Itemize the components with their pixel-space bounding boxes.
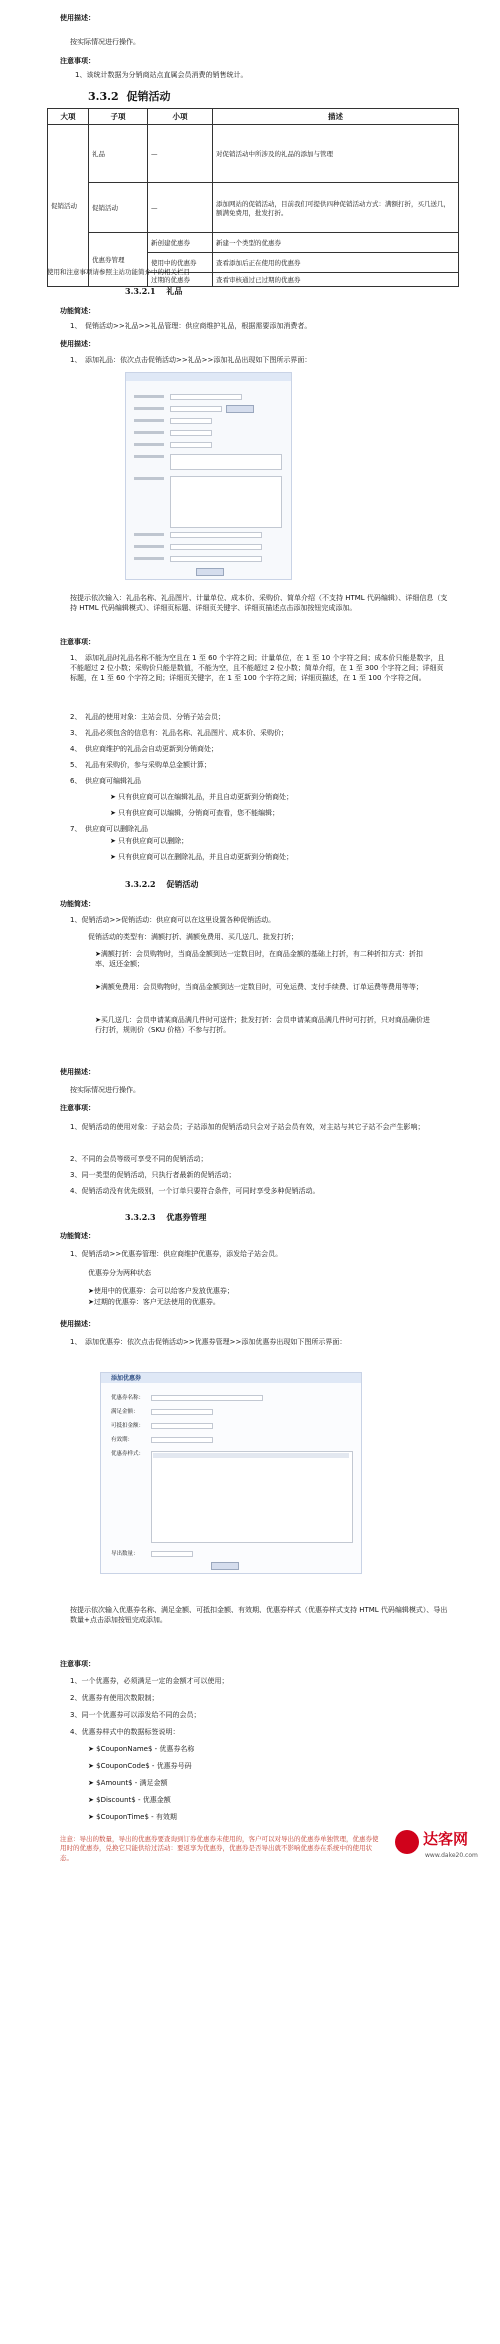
cell-desc: 查看添加后正在使用的优惠券	[213, 253, 459, 273]
usage-label: 使用描述：	[60, 1320, 95, 1328]
cell-desc: 查看审核通过已过期的优惠券	[213, 273, 459, 287]
func-item: 1、促销活动>>促销活动：供应商可以在这里设置各种促销活动。	[70, 916, 276, 924]
coupon-tag-4: ➤ $Discount$ - 优惠金额	[88, 1796, 171, 1804]
subsection-number: 3.3.2.1	[125, 286, 156, 296]
coupon-tag-3: ➤ $Amount$ - 满足金额	[88, 1779, 168, 1787]
cell-minor: —	[148, 183, 213, 233]
func-label: 功能简述：	[60, 1232, 95, 1240]
brand-name: 达客网	[423, 1830, 469, 1848]
subsection-number: 3.3.2.2	[125, 879, 156, 889]
gift-note-2: 2、 礼品的使用对象：主站会员、分销子站会员；	[70, 713, 225, 721]
func-item: 1、 促销活动>>礼品>>礼品管理：供应商维护礼品，根据需要添加消费者。	[70, 322, 312, 330]
subsection-title: 促销活动	[166, 879, 199, 889]
notes-label: 注意事项：	[60, 1660, 95, 1668]
section-number: 3.3.2	[88, 90, 119, 103]
coupon-field-export-label: 导出数量：	[111, 1551, 139, 1557]
note-item-1: 1、该统计数据为分销商站点直属会员消费的销售统计。	[75, 71, 248, 79]
coupon-state-2: ➤过期的优惠券：客户无法使用的优惠券。	[88, 1298, 220, 1306]
cell-sub: 促销活动	[89, 183, 148, 233]
coupon-note-4: 4、优惠券样式中的数据标签说明：	[70, 1728, 180, 1736]
gift-note-3: 3、 礼品必须包含的信息有：礼品名称、礼品图片、成本价、采购价；	[70, 729, 288, 737]
usage-item: 1、 添加礼品：依次点击促销活动>>礼品>>添加礼品出现如下图所示界面：	[70, 356, 312, 364]
add-coupon-form-screenshot	[100, 1372, 362, 1574]
gift-note-7: 7、 供应商可以删除礼品	[70, 825, 148, 833]
notes-label: 注意事项：	[60, 57, 95, 65]
subsection-heading-promo	[125, 880, 198, 890]
brand-watermark	[395, 1830, 495, 1864]
coupon-field-discount-label: 可抵扣金额：	[111, 1423, 145, 1429]
subsection-title: 礼品	[166, 286, 183, 296]
promo-note-3: 3、同一类型的促销活动，只执行者最新的促销活动；	[70, 1171, 236, 1179]
cell-desc: 新建一个类型的优惠券	[213, 233, 459, 253]
subsection-title: 优惠券管理	[166, 1212, 207, 1222]
coupon-states-intro: 优惠券分为两种状态	[88, 1269, 151, 1277]
cell-major: 促销活动	[48, 125, 89, 287]
cell-minor: —	[148, 125, 213, 183]
gift-note-6a: ➤ 只有供应商可以在编辑礼品，并且自动更新到分销商处；	[110, 793, 294, 801]
cell-sub: 优惠券管理	[89, 233, 148, 287]
subsection-number: 3.3.2.3	[125, 1212, 156, 1222]
th-major: 大项	[48, 109, 89, 125]
th-desc: 描述	[213, 109, 459, 125]
gift-note-4: 4、 供应商维护的礼品会自动更新到分销商处；	[70, 745, 218, 753]
gift-after-shot: 按提示依次输入：礼品名称、礼品图片、计量单位、成本价、采购价、简单介绍（不支持 HTML 代码编辑）、详细信息（支持 HTML 代码编辑模式）、详细页标题、详细页关键字、详细页描述点击添加按钮完成添加。	[70, 594, 448, 613]
gift-note-6b: ➤ 只有供应商可以编辑，分销商可查看，您不能编辑；	[110, 809, 280, 817]
cell-minor: 过期的优惠券	[148, 273, 213, 287]
brand-url: www.dake20.com	[425, 1852, 478, 1859]
brand-logo-icon	[395, 1830, 419, 1854]
promo-types-intro: 促销活动的类型有：满额打折、满额免费用、买几送几、批发打折；	[88, 933, 298, 941]
notes-label: 注意事项：	[60, 1104, 95, 1112]
coupon-tag-1: ➤ $CouponName$ - 优惠券名称	[88, 1745, 195, 1753]
usage-label: 使用描述：	[60, 1068, 95, 1076]
promo-type-1: ➤满额打折：会员购物时，当商品金额到达一定数目时，在商品金额的基础上打折，有二种折扣方式：折扣率、返还金额；	[95, 950, 423, 969]
promo-note-4: 4、促销活动没有优先级别，一个订单只要符合条件，可同时享受多种促销活动。	[70, 1187, 320, 1195]
cell-desc: 对促销活动中所涉及的礼品的添加与管理	[213, 125, 459, 183]
coupon-field-expiry-label: 有效期：	[111, 1437, 134, 1443]
cell-minor: 使用中的优惠券	[148, 253, 213, 273]
gift-note-6: 6、 供应商可编辑礼品	[70, 777, 141, 785]
func-label: 功能简述：	[60, 307, 95, 315]
cell-minor: 新创建优惠券	[148, 233, 213, 253]
gift-note-1: 1、 添加礼品时礼品名称不能为空且在 1 至 60 个字符之间；计量单位，在 1 至 10 个字符之间；成本价只能是数字，且不能超过 2 位小数；采购价只能是数值，不能为空，且不能超过 2 位小数；简单介绍，在 1 至 300 个字符之间；详细页标题，在 1 至 60 个字符之间；详细页关键字，在 1 至 100 个字符之间；详细页描述，在 1 至 100 个字符之间。	[70, 654, 445, 683]
coupon-note-2: 2、优惠券有使用次数限制；	[70, 1694, 159, 1702]
add-gift-form-screenshot	[125, 372, 292, 580]
subsection-heading-gift	[125, 287, 182, 297]
coupon-usage-item: 1、 添加优惠券：依次点击促销活动>>优惠券管理>>添加优惠券出现如下图所示界面：	[70, 1338, 347, 1346]
func-item: 1、促销活动>>优惠券管理：供应商维护优惠券，添发给子站会员。	[70, 1250, 283, 1258]
section-title: 促销活动	[126, 90, 171, 103]
gift-note-5: 5、 礼品有采购价，参与采购单总金额计算；	[70, 761, 211, 769]
usage-label: 使用描述：	[60, 14, 95, 22]
usage-label: 使用描述：	[60, 340, 95, 348]
feature-table	[47, 108, 459, 287]
coupon-field-name-label: 优惠券名称：	[111, 1395, 145, 1401]
promo-type-3: ➤买几送几：会员申请某商品满几件时可送件；批发打折：会员申请某商品满几件时可打折，只对商品确价进行打折，规则价（SKU 价格）不参与打折。	[95, 1016, 430, 1035]
subsection-heading-coupon	[125, 1213, 206, 1223]
coupon-footer-note: 注意：导出的数量，导出的优惠券要查询到订券优惠券未使用的，客户可以对导出的优惠券单独管理，优惠券使用时的优惠券，兑换它只能供给过活动：要返享为优惠券，优惠券是否导出就不影响优惠券在系统中的使用状态。	[60, 1835, 379, 1862]
coupon-field-style-label: 优惠券样式：	[111, 1451, 145, 1457]
promo-type-2: ➤满额免费用：会员购物时，当商品金额到达一定数目时，可免运费、支付手续费、订单运费等费用等等；	[95, 983, 423, 991]
th-sub: 子项	[89, 109, 148, 125]
coupon-note-1: 1、一个优惠券，必须满足一定的金额才可以使用；	[70, 1677, 229, 1685]
func-label: 功能简述：	[60, 900, 95, 908]
cell-desc: 添加网站的促销活动，目前我们可提供四种促销活动方式：满额打折，买几送几，额满免费用，批发打折。	[213, 183, 459, 233]
promo-note-1: 1、促销活动的使用对象：子站会员；子站添加的促销活动只会对子站会员有效，对主站与其它子站不会产生影响；	[70, 1123, 425, 1131]
coupon-tag-2: ➤ $CouponCode$ - 优惠券号码	[88, 1762, 192, 1770]
coupon-after-shot: 按提示依次输入优惠券名称、满足金额、可抵扣金额、有效期、优惠券样式（优惠券样式支持 HTML 代码编辑模式）、导出数量+点击添加按钮完成添加。	[70, 1606, 448, 1625]
th-minor: 小项	[148, 109, 213, 125]
cell-sub: 礼品	[89, 125, 148, 183]
notes-label: 注意事项：	[60, 638, 95, 646]
section-heading	[88, 90, 170, 103]
coupon-tag-5: ➤ $CouponTime$ - 有效期	[88, 1813, 177, 1821]
table-after-note: 使用和注意事项请参照主站功能简介中的相关栏目	[47, 268, 190, 276]
gift-note-7b: ➤ 只有供应商可以在删除礼品，并且自动更新到分销商处；	[110, 853, 294, 861]
coupon-state-1: ➤使用中的优惠券：会可以给客户发放优惠券；	[88, 1287, 234, 1295]
coupon-field-amount-label: 满足金额：	[111, 1409, 139, 1415]
coupon-form-title: 添加优惠券	[111, 1375, 142, 1382]
usage-text: 按实际情况进行操作。	[70, 1086, 140, 1094]
gift-note-7a: ➤ 只有供应商可以删除；	[110, 837, 189, 845]
promo-note-2: 2、不同的会员等级可享受不同的促销活动；	[70, 1155, 208, 1163]
coupon-note-3: 3、同一个优惠券可以添发给不同的会员；	[70, 1711, 201, 1719]
usage-text: 按实际情况进行操作。	[70, 38, 140, 46]
